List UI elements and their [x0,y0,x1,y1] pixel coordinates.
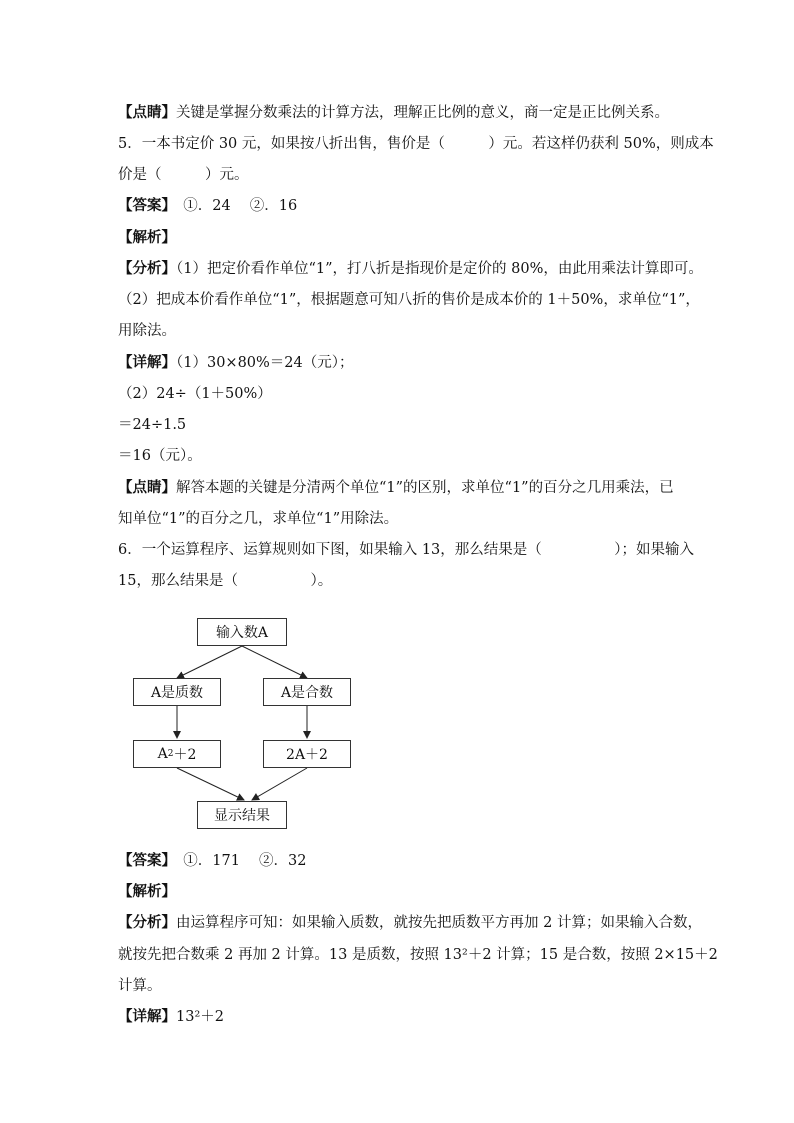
arrow-prime-formula-to-output [177,768,244,800]
analysis-heading: 【解析】 [118,229,176,246]
question-6-line-1: 6．一个运算程序、运算规则如下图，如果输入 13，那么结果是（ ）；如果输入 [118,542,695,558]
tip-line-2: 知单位“1”的百分之几，求单位“1”用除法。 [118,511,399,527]
arrow-input-to-composite [242,646,307,678]
question-6-line-2: 15，那么结果是（ ）。 [118,573,333,589]
detail-2-line-1: 【详解】13²＋2 [118,1008,224,1025]
analysis-line-2: （2）把成本价看作单位“1”，根据题意可知八折的售价是成本价的 1＋50%，求单位“1”， [118,292,700,308]
analysis-2-line-3: 计算。 [118,978,162,994]
text-line: 【点睛】关键是掌握分数乘法的计算方法，理解正比例的意义，商一定是正比例关系。 [118,104,669,121]
composite-box: A是合数 [263,678,351,706]
analysis-line-1: 【分析】（1）把定价看作单位“1”，打八折是指现价是定价的 80%，由此用乘法计算即可。 [118,260,703,277]
answer-line-2: 【答案】 ①．171 ②．32 [118,852,307,869]
detail-line-4: ＝16（元）。 [118,448,202,464]
question-5-line-1: 5．一本书定价 30 元，如果按八折出售，售价是（ ）元。若这样仍获利 50%，则成本 [118,136,714,152]
composite-formula-box: 2A＋2 [263,740,351,768]
analysis-heading-2: 【解析】 [118,883,176,900]
flowchart [120,610,380,840]
answer-line: 【答案】 ①．24 ②．16 [118,197,298,214]
question-5-line-2: 价是（ ）元。 [118,167,249,183]
arrow-input-to-prime [177,646,242,678]
detail-line-1: 【详解】（1）30×80%＝24（元）； [118,354,354,371]
prime-formula-box: A 2 ＋2 [133,740,221,768]
prime-box: A是质数 [133,678,221,706]
analysis-2-line-1: 【分析】由运算程序可知：如果输入质数，就按先把质数平方再加 2 计算；如果输入合数， [118,914,702,931]
output-box: 显示结果 [197,801,287,829]
tip-line-1: 【点睛】解答本题的关键是分清两个单位“1”的区别，求单位“1”的百分之几用乘法，已 [118,479,674,496]
arrow-composite-formula-to-output [252,768,307,800]
analysis-line-3: 用除法。 [118,323,176,339]
detail-line-2: （2）24÷（1＋50%） [118,386,272,402]
analysis-2-line-2: 就按先把合数乘 2 再加 2 计算。13 是质数，按照 13²＋2 计算；15 是合数，按照 2×15＋2 [118,947,718,963]
detail-line-3: ＝24÷1.5 [118,417,187,433]
input-box: 输入数A [197,618,287,646]
